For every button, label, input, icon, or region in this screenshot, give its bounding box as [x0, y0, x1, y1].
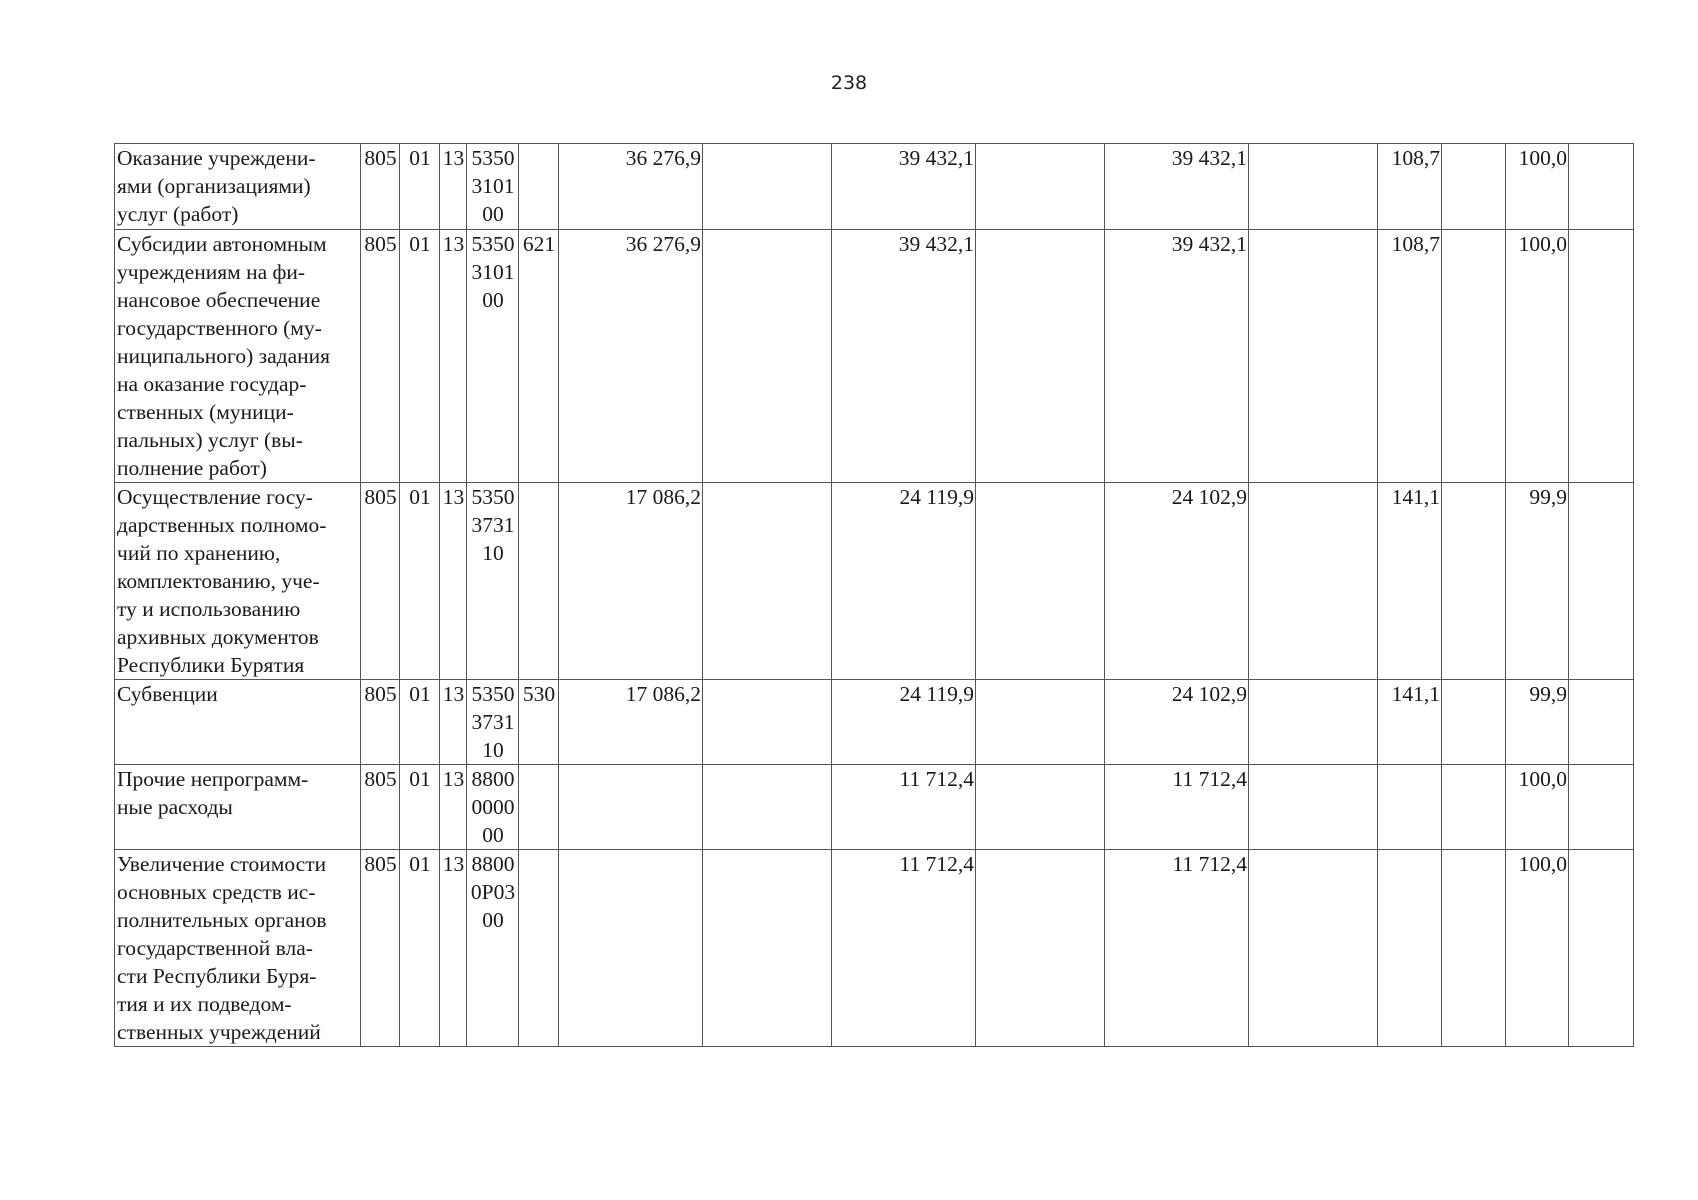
empty-cell: [1442, 230, 1506, 483]
empty-cell: [703, 483, 832, 680]
empty-cell: [1442, 680, 1506, 765]
target-article-code: 8800 0000 00: [467, 765, 519, 850]
percent-2: 99,9: [1506, 483, 1569, 680]
empty-cell: [976, 483, 1105, 680]
grbs-code: 805: [361, 230, 400, 483]
target-article-code: 5350 3101 00: [467, 144, 519, 230]
empty-cell: [1249, 483, 1378, 680]
amount-1: 17 086,2: [559, 680, 703, 765]
table-row: [115, 144, 1634, 230]
expense-type-code: [519, 850, 559, 1047]
empty-cell: [703, 765, 832, 850]
row-name: Прочие непрограмм- ные расходы: [115, 765, 361, 850]
section-code: 01: [400, 144, 440, 230]
percent-1: 141,1: [1378, 483, 1442, 680]
grbs-code: 805: [361, 483, 400, 680]
table-body: [115, 144, 1634, 1047]
amount-2: 24 119,9: [832, 680, 976, 765]
amount-1: [559, 765, 703, 850]
amount-2: 24 119,9: [832, 483, 976, 680]
amount-3: 11 712,4: [1105, 850, 1249, 1047]
empty-cell: [703, 850, 832, 1047]
empty-cell: [1569, 680, 1634, 765]
target-article-code: 8800 0P03 00: [467, 850, 519, 1047]
empty-cell: [976, 680, 1105, 765]
empty-cell: [703, 680, 832, 765]
grbs-code: 805: [361, 850, 400, 1047]
grbs-code: 805: [361, 765, 400, 850]
expense-type-code: 621: [519, 230, 559, 483]
empty-cell: [1569, 850, 1634, 1047]
empty-cell: [1569, 483, 1634, 680]
subsection-code: 13: [440, 765, 467, 850]
percent-1: [1378, 765, 1442, 850]
percent-1: 141,1: [1378, 680, 1442, 765]
empty-cell: [1442, 483, 1506, 680]
row-name: Оказание учреждени- ями (организациями) услуг (работ): [115, 144, 361, 230]
budget-table: [114, 143, 1634, 1047]
row-name: Субвенции: [115, 680, 361, 765]
amount-1: 36 276,9: [559, 144, 703, 230]
expense-type-code: [519, 144, 559, 230]
percent-2: 100,0: [1506, 230, 1569, 483]
empty-cell: [1442, 850, 1506, 1047]
target-article-code: 5350 3101 00: [467, 230, 519, 483]
empty-cell: [703, 230, 832, 483]
amount-3: 39 432,1: [1105, 144, 1249, 230]
empty-cell: [1249, 230, 1378, 483]
section-code: 01: [400, 850, 440, 1047]
empty-cell: [703, 144, 832, 230]
table-row: [115, 230, 1634, 483]
subsection-code: 13: [440, 850, 467, 1047]
table-row: [115, 850, 1634, 1047]
target-article-code: 5350 3731 10: [467, 680, 519, 765]
empty-cell: [976, 144, 1105, 230]
subsection-code: 13: [440, 230, 467, 483]
section-code: 01: [400, 680, 440, 765]
row-name: Субсидии автономным учреждениям на фи- нансовое обеспечение государственного (му- ниципального) задания на оказание государ- ственных (муници- пальных) услуг (вы- полнение работ): [115, 230, 361, 483]
percent-1: 108,7: [1378, 230, 1442, 483]
empty-cell: [1569, 765, 1634, 850]
section-code: 01: [400, 230, 440, 483]
table-row: [115, 680, 1634, 765]
empty-cell: [976, 765, 1105, 850]
subsection-code: 13: [440, 144, 467, 230]
expense-type-code: [519, 483, 559, 680]
percent-2: 100,0: [1506, 850, 1569, 1047]
amount-3: 24 102,9: [1105, 483, 1249, 680]
percent-2: 100,0: [1506, 144, 1569, 230]
empty-cell: [1249, 144, 1378, 230]
amount-1: 17 086,2: [559, 483, 703, 680]
empty-cell: [976, 230, 1105, 483]
percent-2: 99,9: [1506, 680, 1569, 765]
empty-cell: [1249, 765, 1378, 850]
target-article-code: 5350 3731 10: [467, 483, 519, 680]
empty-cell: [976, 850, 1105, 1047]
row-name: Увеличение стоимости основных средств ис- полнительных органов государственной вла- сти Республики Буря- тия и их подведом- ственных учреждений: [115, 850, 361, 1047]
empty-cell: [1569, 144, 1634, 230]
empty-cell: [1569, 230, 1634, 483]
section-code: 01: [400, 483, 440, 680]
empty-cell: [1442, 144, 1506, 230]
amount-2: 11 712,4: [832, 850, 976, 1047]
empty-cell: [1249, 850, 1378, 1047]
table-row: [115, 483, 1634, 680]
subsection-code: 13: [440, 483, 467, 680]
percent-2: 100,0: [1506, 765, 1569, 850]
row-name: Осуществление госу- дарственных полномо- чий по хранению, комплектованию, уче- ту и использованию архивных документов Республики Бурятия: [115, 483, 361, 680]
amount-1: [559, 850, 703, 1047]
grbs-code: 805: [361, 144, 400, 230]
empty-cell: [1249, 680, 1378, 765]
expense-type-code: 530: [519, 680, 559, 765]
page-number: 238: [830, 72, 868, 94]
amount-2: 39 432,1: [832, 144, 976, 230]
subsection-code: 13: [440, 680, 467, 765]
expense-type-code: [519, 765, 559, 850]
amount-3: 24 102,9: [1105, 680, 1249, 765]
amount-2: 39 432,1: [832, 230, 976, 483]
amount-3: 39 432,1: [1105, 230, 1249, 483]
percent-1: 108,7: [1378, 144, 1442, 230]
percent-1: [1378, 850, 1442, 1047]
empty-cell: [1442, 765, 1506, 850]
section-code: 01: [400, 765, 440, 850]
amount-3: 11 712,4: [1105, 765, 1249, 850]
amount-1: 36 276,9: [559, 230, 703, 483]
grbs-code: 805: [361, 680, 400, 765]
amount-2: 11 712,4: [832, 765, 976, 850]
table-row: [115, 765, 1634, 850]
